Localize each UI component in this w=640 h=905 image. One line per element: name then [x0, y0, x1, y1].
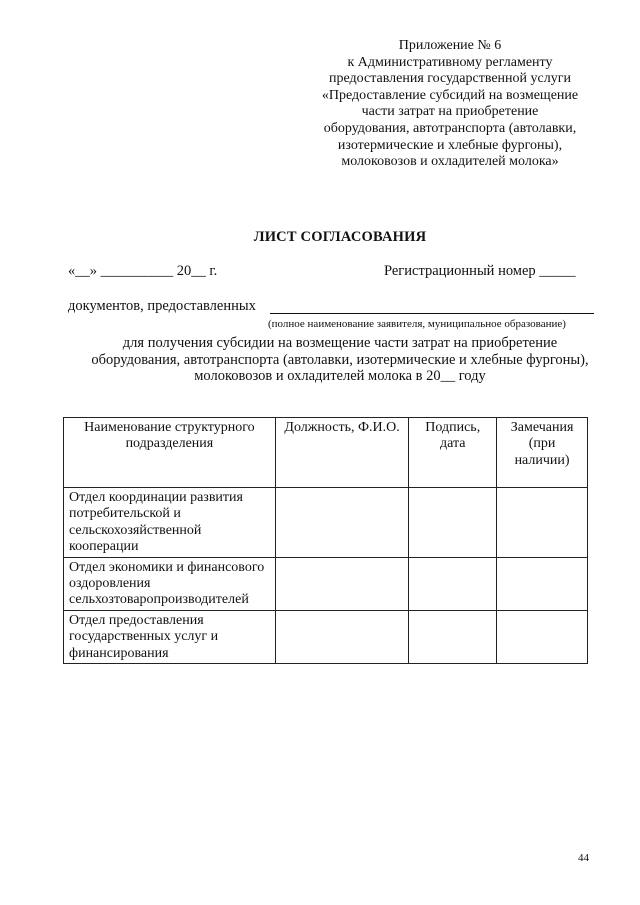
table-header-row	[64, 418, 588, 488]
table-row	[64, 488, 588, 558]
table-row	[64, 557, 588, 610]
appendix-line: молоковозов и охладителей молока»	[341, 154, 559, 170]
signature-cell	[409, 557, 497, 610]
signature-cell	[409, 610, 497, 663]
table-row	[64, 610, 588, 663]
header-remarks: Замечания (при наличии)	[497, 418, 588, 488]
department-cell: Отдел экономики и финансового оздоровления сельхозтоваропроизводителей	[64, 557, 276, 610]
documents-label: документов, предоставленных	[68, 298, 256, 314]
appendix-line: Приложение № 6	[398, 38, 502, 53]
appendix-line: к Административному регламенту	[347, 54, 553, 70]
applicant-name-hint: (полное наименование заявителя, муниципальное образование)	[268, 318, 566, 330]
appendix-header	[300, 38, 600, 171]
position-cell	[275, 557, 409, 610]
remarks-cell	[497, 557, 588, 610]
department-cell: Отдел координации развития потребительской и сельскохозяйственной кооперации	[64, 488, 276, 558]
department-cell: Отдел предоставления государственных услуг и финансирования	[64, 610, 276, 663]
header-signature-date: Подпись, дата	[409, 418, 497, 488]
position-cell	[275, 610, 409, 663]
appendix-line: «Предоставление субсидий на возмещение	[321, 87, 579, 103]
approval-table	[63, 417, 588, 664]
purpose-line: оборудования, автотранспорта (автолавки, изотермические и хлебные фургоны),	[91, 351, 589, 368]
appendix-line: оборудования, автотранспорта (автолавки,	[323, 120, 577, 136]
applicant-name-blank	[270, 313, 594, 314]
header-position-name: Должность, Ф.И.О.	[275, 418, 409, 488]
purpose-line: для получения субсидии на возмещение части затрат на приобретение	[122, 335, 558, 351]
date-line: «__» __________ 20__ г.	[68, 263, 218, 279]
purpose-text	[50, 335, 630, 385]
document-title: ЛИСТ СОГЛАСОВАНИЯ	[253, 229, 427, 245]
registration-number-line: Регистрационный номер _____	[384, 263, 576, 279]
appendix-line: изотермические и хлебные фургоны),	[337, 137, 563, 153]
position-cell	[275, 488, 409, 558]
appendix-line: части затрат на приобретение	[361, 104, 539, 120]
remarks-cell	[497, 488, 588, 558]
signature-cell	[409, 488, 497, 558]
appendix-line: предоставления государственной услуги	[329, 71, 571, 87]
remarks-cell	[497, 610, 588, 663]
header-department: Наименование структурного подразделения	[64, 418, 276, 488]
purpose-line: молоковозов и охладителей молока в 20__ году	[194, 368, 486, 385]
page-number: 44	[578, 852, 589, 864]
